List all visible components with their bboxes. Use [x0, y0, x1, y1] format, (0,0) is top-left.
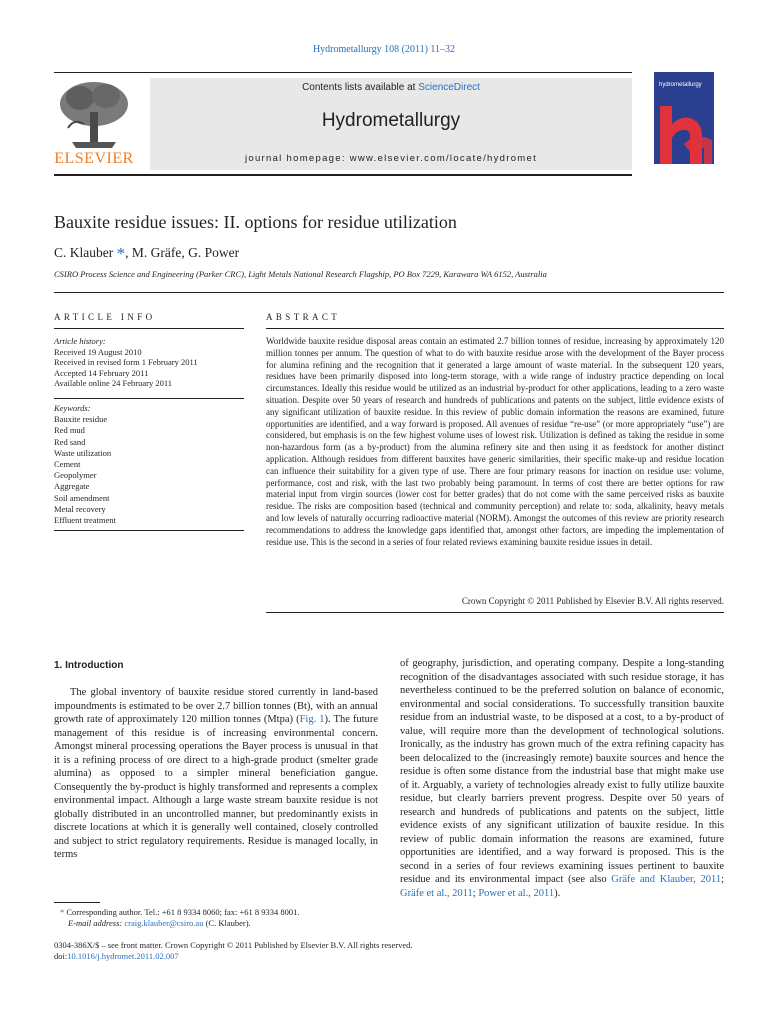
keyword: Red mud: [54, 425, 85, 436]
keyword: Metal recovery: [54, 503, 106, 514]
keyword: Geopolymer: [54, 470, 97, 481]
doi-link[interactable]: 10.1016/j.hydromet.2011.02.007: [67, 951, 179, 961]
keyword: Bauxite residue: [54, 414, 108, 425]
divider: [54, 328, 244, 329]
front-matter-notice: [54, 940, 412, 962]
figure-link[interactable]: Fig. 1: [299, 714, 325, 725]
citation-separator: ;: [721, 874, 724, 885]
footnote-divider: [54, 902, 100, 903]
abstract-body: Worldwide bauxite residue disposal areas contain an estimated 2.7 billion tonnes of residue, increasing by approximately 120 million tonnes per annum. The question of what to do with bauxite residue arose with the development of the Bayer process for alumina refining and the recognition that it generated a large amount of waste material. In the subsequent 120 years, residues have been primarily disposed into long-term storage, with a wide range of industry practice depending on local circumstances. Ideally this residue would be utilized as an industrial by-product for other applications, leading to a zero waste situation. Despite over 50 years of research and hundreds of publications and patents on the subject, little evidence exists of any significant utilization of bauxite residue. In this review of public domain information the reasons are examined, future opportunities are identified, and a way forward is proposed. All avenues of residue “re-use” (or more appropriately “use”) are considered, but emphasis is on the few highest volume uses of lowest risk. Utilization is defined as taking the residue in some non-hazardous form (as a by-product) from the alumina refinery site and then using it as feedstock for another distinct application. Although residues from different bauxites have generic similarities, their specific make-up and residue location can influence their suitability for a given type of use. There are four primary reasons for inaction on residue use: volume, performance, cost and risk, with the last two probably being paramount. In terms of cost there are better options for raw material input from virgin sources (lower cost for better grades) that do not come with the same perceived risks as bauxite residue. The risks are composition based (technical and community perception) and relate to: soda, alkalinity, heavy metals and low levels of naturally occurring radioactive material (NORM). Amongst the outcomes of this review are priority research recommendations to address the knowledge gaps identified that, amongst other factors, are impeding the implementation of residue use. This is the second in a series of four related reviews examining bauxite residue issues in detail.: [266, 336, 724, 547]
footnote-contact: Corresponding author. Tel.: +61 8 9334 8060; fax: +61 8 9334 8001.: [64, 907, 300, 917]
author-affiliation: CSIRO Process Science and Engineering (Parker CRC), Light Metals National Research Flagship, PO Box 7229, Karawara WA 6152, Australia: [54, 269, 547, 279]
keyword: Red sand: [54, 436, 86, 447]
author-list: [54, 244, 239, 264]
article-info-heading: ARTICLE INFO: [54, 312, 156, 322]
header-rule-bottom: [54, 174, 632, 176]
keyword: Cement: [54, 459, 81, 470]
elsevier-wordmark: ELSEVIER: [54, 150, 134, 167]
abstract-heading: ABSTRACT: [266, 312, 341, 322]
divider: [54, 292, 724, 293]
journal-homepage[interactable]: journal homepage: www.elsevier.com/locate/hydromet: [244, 153, 538, 164]
journal-cover-image: [654, 72, 714, 164]
keyword: Effluent treatment: [54, 515, 116, 526]
history-item: Received in revised form 1 February 2011: [54, 357, 198, 367]
contents-line: [150, 82, 632, 93]
article-history: [54, 336, 198, 389]
author-name: C. Klauber: [54, 245, 114, 260]
body-column-right: [400, 657, 724, 900]
keyword: Soil amendment: [54, 492, 110, 503]
email-suffix: (C. Klauber).: [203, 918, 251, 928]
citation-link[interactable]: Gräfe et al., 2011: [400, 887, 473, 899]
contents-prefix: Contents lists available at: [302, 82, 419, 93]
header-rule-top: [54, 72, 632, 73]
abstract-copyright: Crown Copyright © 2011 Published by Elsevier B.V. All rights reserved.: [461, 596, 724, 606]
corresponding-author-footnote: [54, 907, 300, 929]
email-link[interactable]: craig.klauber@csiro.au: [124, 918, 204, 928]
history-label: Article history:: [54, 336, 106, 346]
history-item: Available online 24 February 2011: [54, 378, 173, 388]
keyword: Aggregate: [54, 481, 90, 492]
citation-link[interactable]: Power et al., 2011: [478, 887, 555, 899]
author-name: , M. Gräfe, G. Power: [125, 245, 240, 260]
history-item: Received 19 August 2010: [54, 346, 142, 357]
doi-prefix: doi:: [54, 951, 68, 961]
citation-separator: ;: [472, 887, 479, 899]
divider: [54, 530, 244, 531]
divider: [266, 328, 724, 329]
section-heading: 1. Introduction: [54, 660, 124, 671]
divider: [54, 398, 244, 399]
keyword-list: [54, 403, 116, 526]
cover-title: hydrometallurgy: [659, 82, 702, 88]
keywords-label: Keywords:: [54, 403, 91, 413]
sciencedirect-link[interactable]: ScienceDirect: [418, 82, 480, 93]
divider: [266, 612, 724, 613]
footnote-marker: *: [60, 907, 65, 917]
body-text: of geography, jurisdiction, and operating company. Despite a long-standing recognition of the disadvantages associated with such residue storage, it has nevertheless continued to be the preferred solution on balance of economic, environmental and social considerations. To successfully transition bauxite residue from an industrial waste, to be disposed at a cost, to a by-product of value, will require more than the development of technological solutions. Ironically, as the industry has grown much of the extra refining capacity has been delocalized to the (increasingly remote) bauxite sources and hence the residue is often some distance from the industrial base that might make use of it. Arguably, a variety of technologies already exist to fully utilize bauxite residue, but clearly barriers prevent progress. Despite over 50 years of research and hundreds of publications and patents on the subject, little evidence exists of any significant utilization of bauxite residue. In this review of public domain information the reasons are examined, future opportunities are identified, and a way forward is proposed. This is the second in a series of four reviews examining issues pertinent to bauxite residue and its environmental impact (see also: [400, 658, 724, 885]
email-label: E-mail address:: [68, 918, 125, 928]
issn-line: 0304-386X/$ – see front matter. Crown Copyright © 2011 Published by Elsevier B.V. All rights reserved.: [54, 940, 413, 950]
journal-reference[interactable]: Hydrometallurgy 108 (2011) 11–32: [312, 44, 456, 55]
keyword: Waste utilization: [54, 447, 112, 458]
journal-title: Hydrometallurgy: [321, 110, 461, 131]
body-text: ).: [554, 887, 561, 899]
article-title: Bauxite residue issues: II. options for residue utilization: [54, 212, 457, 232]
history-item: Accepted 14 February 2011: [54, 367, 149, 378]
body-text: The global inventory of bauxite residue stored currently in land-based impoundments is estimated to be over 2.7 billion tonnes (Bt), with an annual growth rate of approximately 120 million tonnes (Mtpa) (: [54, 687, 378, 725]
body-text: ). The future management of this residue is of increasing environmental concern. Amongst mineral processing operations the Bayer process is unusual in that it is a refining process of ore direct to a high-grade product (smelter grade alumina) as opposed to a simpler mineral beneficiation gangue. Consequently the by-product is highly transformed and represents a complex environmental impact. Although a large waste stream bauxite residue is not globally distributed in an uncontrolled manner, but predominantly exists in discrete locations at which it is generally well contained, closely controlled and subject to strict regulatory requirements. Residue is managed locally, in terms: [54, 714, 378, 860]
corresponding-author-marker[interactable]: *: [116, 244, 126, 263]
citation-link[interactable]: Gräfe and Klauber, 2011: [611, 874, 722, 885]
body-column-left: [54, 686, 378, 862]
